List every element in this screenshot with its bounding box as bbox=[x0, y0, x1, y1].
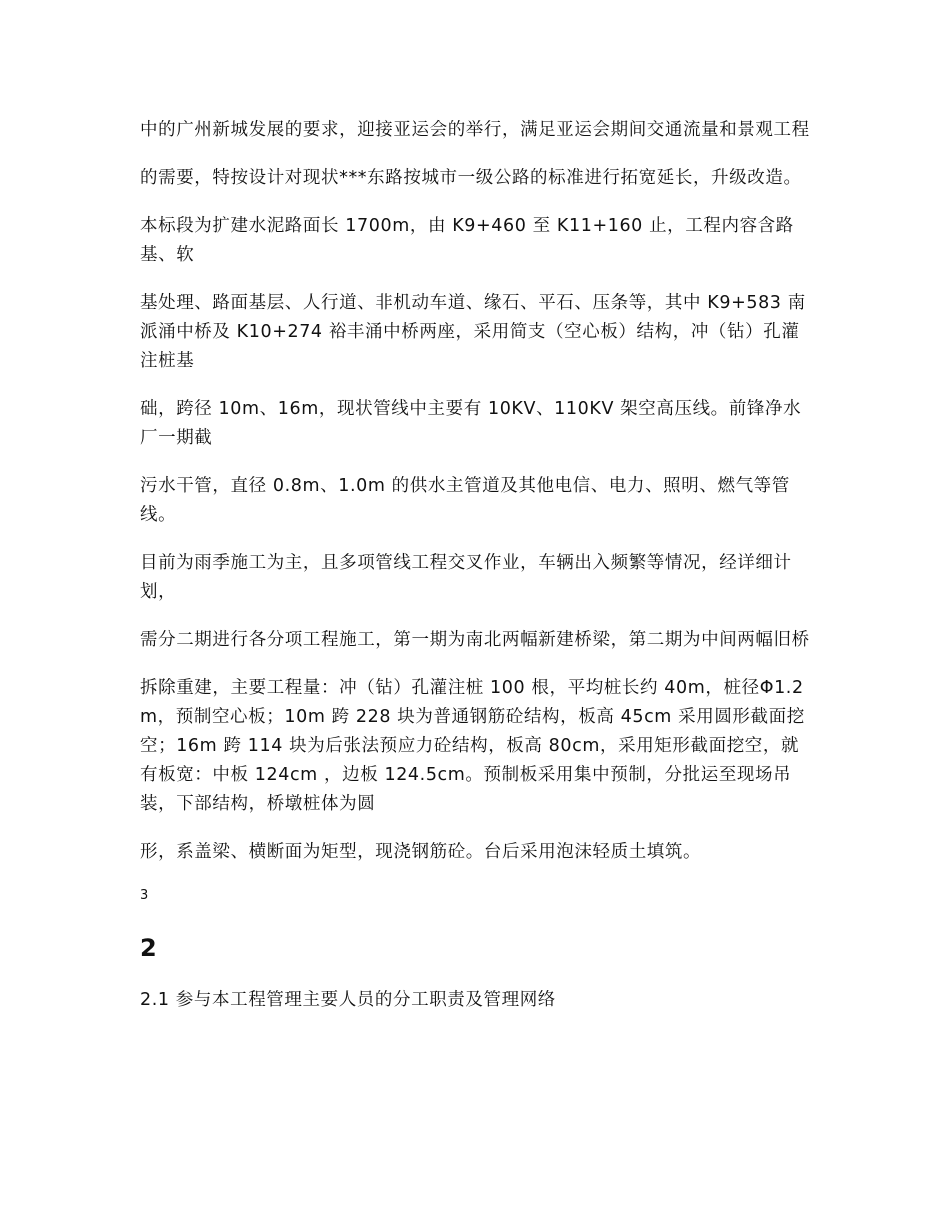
document-body bbox=[140, 116, 815, 1015]
paragraph: 础，跨径 10m、16m，现状管线中主要有 10KV、110KV 架空高压线。前锋净水厂一期截 bbox=[140, 399, 802, 448]
paragraph: 拆除重建，主要工程量：冲（钻）孔灌注桩 100 根，平均桩长约 40m，桩径Φ1.2m，预制空心板；10m 跨 228 块为普通钢筋砼结构，板高 45cm 采用圆形截面挖空；16m 跨 114 块为后张法预应力砼结构，板高 80cm，采用矩形截面挖空，就有板宽：中板 124cm ，边板 124.5cm。预制板采用集中预制，分批运至现场吊装，下部结构，桥墩桩体为圆 bbox=[140, 678, 805, 814]
section-heading: 2 bbox=[140, 934, 157, 962]
paragraph: 基处理、路面基层、人行道、非机动车道、缘石、平石、压条等，其中 K9+583 南派涌中桥及 K10+274 裕丰涌中桥两座，采用简支（空心板）结构，冲（钻）孔灌注桩基 bbox=[140, 293, 806, 371]
paragraph: 本标段为扩建水泥路面长 1700m，由 K9+460 至 K11+160 止，工程内容含路基、软 bbox=[140, 216, 794, 265]
subsection-heading: 2.1 参与本工程管理主要人员的分工职责及管理网络 bbox=[140, 990, 556, 1010]
paragraph: 形，系盖梁、横断面为矩型，现浇钢筋砼。台后采用泡沫轻质土填筑。 bbox=[140, 842, 702, 862]
paragraph: 目前为雨季施工为主，且多项管线工程交叉作业，车辆出入频繁等情况，经详细计划， bbox=[140, 553, 792, 602]
paragraph: 的需要，特按设计对现状***东路按城市一级公路的标准进行拓宽延长，升级改造。 bbox=[140, 168, 802, 188]
page-number: 3 bbox=[140, 888, 149, 903]
paragraph: 污水干管，直径 0.8m、1.0m 的供水主管道及其他电信、电力、照明、燃气等管线。 bbox=[140, 476, 790, 525]
paragraph: 中的广州新城发展的要求，迎接亚运会的举行，满足亚运会期间交通流量和景观工程 bbox=[140, 120, 810, 140]
paragraph: 需分二期进行各分项工程施工，第一期为南北两幅新建桥梁，第二期为中间两幅旧桥 bbox=[140, 630, 810, 650]
